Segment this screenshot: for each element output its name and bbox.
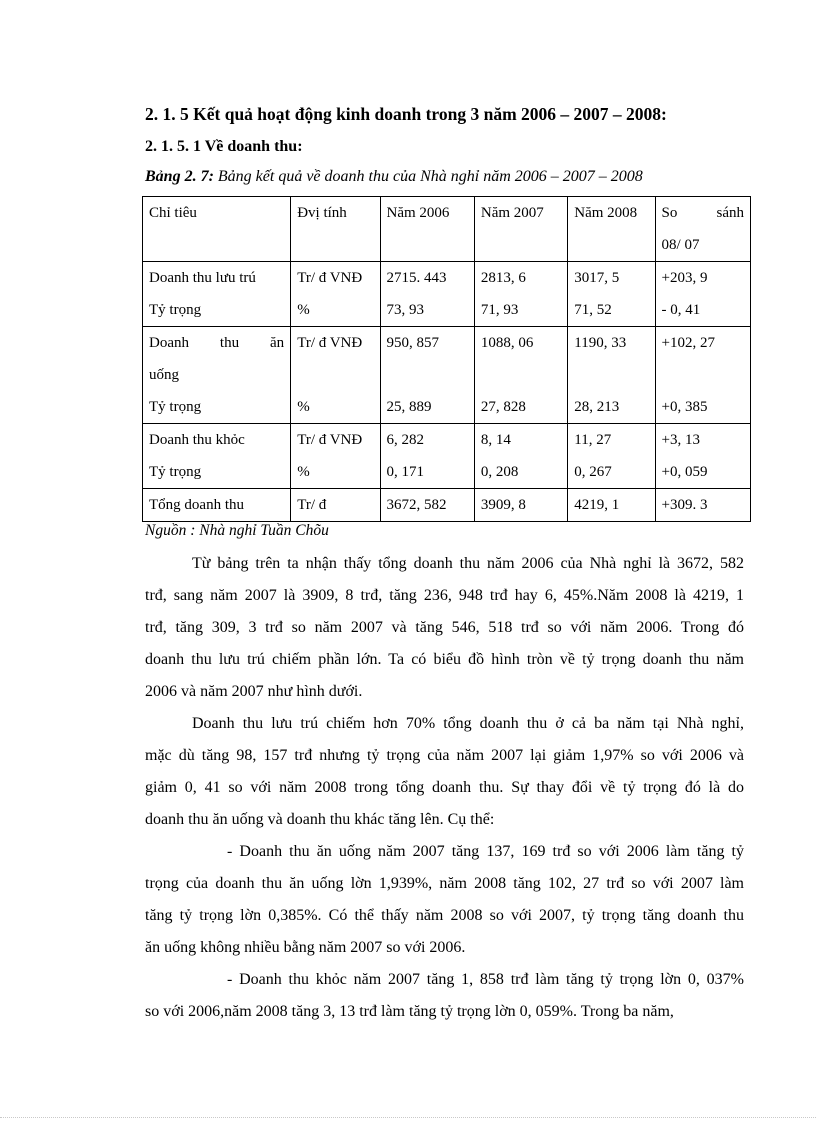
header-cell: Năm 2007 xyxy=(474,197,567,262)
paragraph-line: - Doanh thu ăn uống năm 2007 tăng 137, 169 trđ so với 2006 làm tăng tỷ xyxy=(227,843,744,860)
table-caption-label: Bảng 2. 7: xyxy=(145,168,214,185)
table-source-note: Nguồn : Nhà nghỉ Tuần Chõu xyxy=(145,522,329,539)
table-cell: +309. 3 xyxy=(655,489,750,522)
paragraph-line: 2006 và năm 2007 như hình dưới. xyxy=(145,683,363,700)
table-cell: Tr/ đ VNĐ % xyxy=(291,327,380,424)
table-cell: 3909, 8 xyxy=(474,489,567,522)
paragraph-line: Doanh thu lưu trú chiếm hơn 70% tổng doanh thu ở cả ba năm tại Nhà nghỉ, xyxy=(192,715,744,732)
subsection-heading: 2. 1. 5. 1 Về doanh thu: xyxy=(145,138,303,155)
paragraph-4 xyxy=(145,964,744,1028)
table-cell: Doanh thu ăn uống Tỷ trọng xyxy=(143,327,291,424)
table-row xyxy=(143,327,751,424)
paragraph-line: trọng của doanh thu ăn uống lờn 1,939%, năm 2008 tăng 102, 27 trđ so với 2007 làm xyxy=(145,875,744,892)
table-caption-text: Bảng kết quả về doanh thu của Nhà nghỉ năm 2006 – 2007 – 2008 xyxy=(213,168,643,185)
header-cell: Đvị tính xyxy=(291,197,380,262)
paragraph-1 xyxy=(145,548,744,708)
table-cell: Doanh thu khỏc Tỷ trọng xyxy=(143,424,291,489)
header-cell: Năm 2008 xyxy=(568,197,655,262)
paragraph-line: trđ, tăng 309, 3 trđ so năm 2007 và tăng 546, 518 trđ so với năm 2006. Trong đó xyxy=(145,619,744,636)
table-cell: +203, 9 - 0, 41 xyxy=(655,262,750,327)
table-cell: +3, 13 +0, 059 xyxy=(655,424,750,489)
table-cell: 11, 27 0, 267 xyxy=(568,424,655,489)
table-row xyxy=(143,262,751,327)
paragraph-line: tăng tỷ trọng lờn 0,385%. Có thể thấy năm 2008 so với 2007, tỷ trọng tăng doanh thu xyxy=(145,907,744,924)
table-row xyxy=(143,424,751,489)
table-total-row xyxy=(143,489,751,522)
paragraph-line: doanh thu lưu trú chiếm phần lớn. Ta có biểu đồ hình tròn về tỷ trọng doanh thu năm xyxy=(145,651,744,668)
table-cell: 2715. 443 73, 93 xyxy=(380,262,474,327)
header-cell: So sánh 08/ 07 xyxy=(655,197,750,262)
paragraph-line: Từ bảng trên ta nhận thấy tổng doanh thu năm 2006 của Nhà nghỉ là 3672, 582 xyxy=(192,555,744,572)
table-cell: 1190, 33 28, 213 xyxy=(568,327,655,424)
table-caption xyxy=(145,168,744,186)
paragraph-line: ăn uống không nhiều bằng năm 2007 so với 2006. xyxy=(145,939,466,956)
paragraph-line: giảm 0, 41 so với năm 2008 trong tổng doanh thu. Sự thay đổi về tỷ trọng đó là do xyxy=(145,779,744,796)
table-cell: 1088, 06 27, 828 xyxy=(474,327,567,424)
page-bottom-rule xyxy=(0,1117,816,1118)
table-cell: Tr/ đ VNĐ % xyxy=(291,424,380,489)
table-cell: 3017, 5 71, 52 xyxy=(568,262,655,327)
header-cell: Chỉ tiêu xyxy=(143,197,291,262)
table-cell: 2813, 6 71, 93 xyxy=(474,262,567,327)
table-cell: Doanh thu lưu trú Tỷ trọng xyxy=(143,262,291,327)
paragraph-line: so với 2006,năm 2008 tăng 3, 13 trđ làm tăng tỷ trọng lờn 0, 059%. Trong ba năm, xyxy=(145,1003,674,1020)
table-header-row xyxy=(143,197,751,262)
table-cell: +102, 27 +0, 385 xyxy=(655,327,750,424)
paragraph-line: - Doanh thu khỏc năm 2007 tăng 1, 858 trđ làm tăng tỷ trọng lờn 0, 037% xyxy=(227,971,744,988)
table-cell: 950, 857 25, 889 xyxy=(380,327,474,424)
table-cell: 6, 282 0, 171 xyxy=(380,424,474,489)
paragraph-line: mặc dù tăng 98, 157 trđ nhưng tỷ trọng của năm 2007 lại giảm 1,97% so với 2006 và xyxy=(145,747,744,764)
table-cell: Tr/ đ VNĐ % xyxy=(291,262,380,327)
header-cell: Năm 2006 xyxy=(380,197,474,262)
table-cell: Tr/ đ xyxy=(291,489,380,522)
table-cell: 8, 14 0, 208 xyxy=(474,424,567,489)
table-cell: Tổng doanh thu xyxy=(143,489,291,522)
paragraph-2 xyxy=(145,708,744,836)
paragraph-line: doanh thu ăn uống và doanh thu khác tăng lên. Cụ thể: xyxy=(145,811,495,828)
revenue-table xyxy=(142,196,751,522)
table-cell: 4219, 1 xyxy=(568,489,655,522)
paragraph-3 xyxy=(145,836,744,964)
paragraph-line: trđ, sang năm 2007 là 3909, 8 trđ, tăng 236, 948 trđ hay 6, 45%.Năm 2008 là 4219, 1 xyxy=(145,587,744,604)
table-cell: 3672, 582 xyxy=(380,489,474,522)
section-heading: 2. 1. 5 Kết quả hoạt động kinh doanh trong 3 năm 2006 – 2007 – 2008: xyxy=(145,104,667,124)
